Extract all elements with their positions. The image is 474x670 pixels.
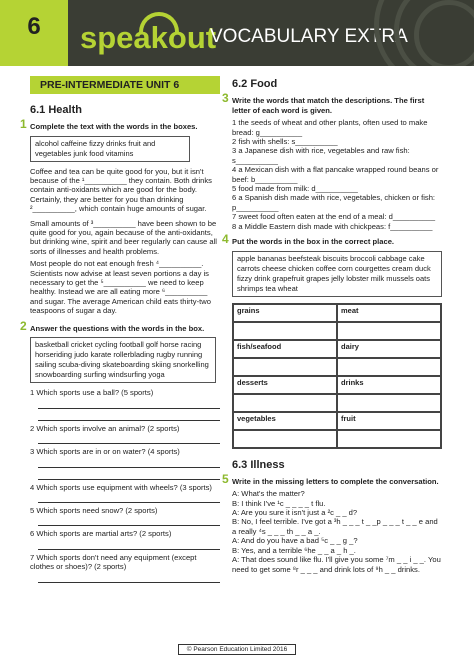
food-category-table: [232, 303, 442, 449]
conversation-line: A: That does sound like flu. I'll give you some ⁷m _ _ i _ _. You need to get some ⁸r _ _ _ and drink lots of ⁹h _ _ drinks.: [232, 555, 441, 574]
conversation-line: A: Are you sure it isn't just a ²c _ _ d?: [232, 508, 358, 518]
answer-line[interactable]: [38, 494, 220, 503]
exercise-number: 3: [222, 91, 229, 105]
table-header-cell: grains: [233, 304, 337, 322]
question: 2 Which sports involve an animal? (2 sports): [30, 423, 180, 433]
answer-line[interactable]: [38, 517, 220, 526]
exercise-5: [222, 471, 444, 487]
section-heading-illness: 6.3 Illness: [232, 458, 285, 471]
table-header-cell: fish/seafood: [233, 340, 337, 358]
table-header-cell: dairy: [337, 340, 441, 358]
word-box: alcohol caffeine fizzy drinks fruit and vegetables junk food vitamins: [30, 136, 190, 162]
conversation-line: B: I think I've ¹c _ _ _ _ t flu.: [232, 498, 326, 508]
paragraph: Coffee and tea can be quite good for you, but it isn't because of the ¹__________ they contain. Both drinks contain anti-oxidants which are good for the body. Certainly, they are better for you than drinking ²__________, which contain huge amounts of sugar.: [30, 166, 212, 214]
answer-cell[interactable]: [233, 394, 337, 412]
conversation: [232, 489, 444, 574]
description-item: 6 a Spanish dish made with rice, vegetables, chicken or fish: p__________: [232, 193, 436, 212]
question: 6 Which sports are martial arts? (2 sports): [30, 529, 172, 539]
description-item: 2 fish with shells: s__________: [232, 137, 338, 146]
answer-line[interactable]: [38, 435, 220, 444]
right-column: [222, 72, 444, 574]
question: 3 Which sports are in or on water? (4 sports): [30, 447, 180, 457]
exercise-instruction: Complete the text with the words in the boxes.: [30, 122, 198, 131]
brand-logo: speakout: [80, 20, 217, 55]
paragraph: Most people do not eat enough fresh ⁴__________. Scientists now advise at least seven portions a day is necessary to get the ⁵__________ we need to keep healthy. Instead we are all eating more ⁶__________ and sugar. The average American child eats thirty-two teaspoons of sugar a day.: [30, 259, 211, 316]
exercise-number: 2: [20, 318, 27, 333]
exercise-4: [222, 232, 444, 247]
conversation-line: B: Yes, and a terrible ⁶he _ _ a _ h _.: [232, 545, 356, 555]
question: 1 Which sports use a ball? (5 sports): [30, 388, 154, 398]
answer-cell[interactable]: [233, 430, 337, 448]
page-number-box: [0, 0, 68, 66]
answer-cell[interactable]: [337, 358, 441, 376]
table-row: [233, 340, 441, 358]
answer-line[interactable]: [38, 471, 220, 480]
table-row: [233, 304, 441, 322]
word-box: apple bananas beefsteak biscuits broccoli cabbage cake carrots cheese chicken coffee corn courgettes cream duck fizzy drink grapefruit grapes jelly lobster milk mussels oats shrimps tea wheat: [232, 251, 442, 297]
answer-line[interactable]: [38, 541, 220, 550]
answer-cell[interactable]: [233, 322, 337, 340]
table-header-cell: fruit: [337, 412, 441, 430]
word-box: basketball cricket cycling football golf horse racing horseriding judo karate rollerblading rugby running sailing scuba-diving skateboarding skiing snorkelling snowboarding surfing windsurfing yoga: [30, 337, 216, 383]
section-heading-food: 6.2 Food: [232, 78, 278, 90]
table-row: [233, 358, 441, 376]
question: 5 Which sports need snow? (2 sports): [30, 505, 158, 515]
answer-line[interactable]: [38, 574, 220, 583]
decorative-arcs-icon: [364, 0, 474, 66]
page-header: [0, 0, 474, 66]
table-header-cell: drinks: [337, 376, 441, 394]
question: 7 Which sports don't need any equipment (except clothes or shoes)? (2 sports): [30, 552, 197, 572]
answer-line[interactable]: [38, 412, 220, 421]
description-item: 3 a Japanese dish with rice, vegetables and raw fish: s__________: [232, 146, 410, 165]
question: 4 Which sports use equipment with wheels? (3 sports): [30, 482, 212, 492]
left-column: [20, 72, 220, 586]
header-title: VOCABULARY EXTRA: [210, 26, 408, 47]
exercise-instruction: Write in the missing letters to complete the conversation.: [232, 476, 439, 486]
description-item: 1 the seeds of wheat and other plants, often used to make bread: g__________: [232, 118, 428, 137]
table-row: [233, 430, 441, 448]
exercise-3: [222, 91, 444, 115]
table-header-cell: meat: [337, 304, 441, 322]
conversation-line: B: No, I feel terrible. I've got a ³h _ _ _ t _ _p _ _ _ t _ _ e and a really ⁴s _ _ _ th _ _ a _.: [232, 517, 438, 536]
exercise-instruction: Put the words in the box in the correct place.: [232, 237, 395, 247]
description-item: 5 food made from milk: d__________: [232, 184, 358, 194]
table-header-cell: desserts: [233, 376, 337, 394]
conversation-line: A: And do you have a bad ⁵c _ _ g _?: [232, 536, 358, 546]
answer-cell[interactable]: [337, 322, 441, 340]
unit-banner: PRE-INTERMEDIATE UNIT 6: [30, 76, 220, 94]
table-row: [233, 322, 441, 340]
exercise-instruction: Write the words that match the descriptions. The first letter of each word is given.: [232, 96, 425, 115]
description-item: 8 a Middle Eastern dish made with chickpeas: f__________: [232, 221, 433, 231]
exercise-1: [20, 117, 220, 132]
answer-cell[interactable]: [337, 430, 441, 448]
exercise-2: [20, 318, 220, 334]
answer-line[interactable]: [38, 459, 220, 468]
table-row: [233, 412, 441, 430]
table-header-cell: vegetables: [233, 412, 337, 430]
conversation-line: A: What's the matter?: [232, 489, 305, 499]
paragraph: Small amounts of ³__________ have been shown to be quite good for you, again because of the anti-oxidants, but drinking wine, spirit and beer regularly can cause all sorts of illnesses and health problems.: [30, 218, 217, 256]
question-list: [30, 388, 220, 582]
section-heading-health: 6.1 Health: [30, 104, 82, 116]
page-number: 6: [27, 13, 41, 40]
exercise-number: 5: [222, 471, 229, 486]
exercise-number: 1: [20, 117, 27, 131]
exercise-number: 4: [222, 232, 229, 247]
logo-arc-icon: [139, 12, 179, 32]
description-item: 7 sweet food often eaten at the end of a meal: d__________: [232, 212, 436, 222]
exercise-instruction: Answer the questions with the words in the box.: [30, 323, 205, 333]
table-row: [233, 394, 441, 412]
description-list: [232, 118, 444, 231]
footer: [0, 646, 474, 653]
answer-line[interactable]: [38, 400, 220, 409]
description-item: 4 a Mexican dish with a flat pancake wrapped round beans or beef: b__________: [232, 165, 439, 184]
answer-cell[interactable]: [233, 358, 337, 376]
table-row: [233, 376, 441, 394]
copyright-text: © Pearson Education Limited 2016: [178, 644, 297, 655]
answer-cell[interactable]: [337, 394, 441, 412]
